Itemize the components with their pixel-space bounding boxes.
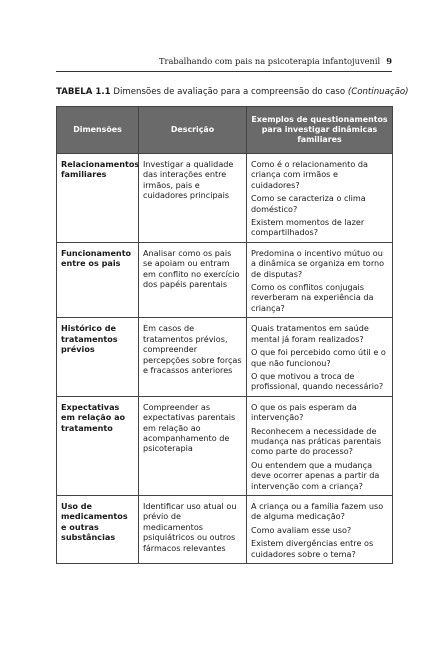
description-cell: Analisar como os pais se apoiam ou entram em conflito no exercício dos papéis parentais xyxy=(139,242,247,317)
dimension-cell: Uso de medicamentos e outras substâncias xyxy=(57,495,139,563)
description-cell: Compreender as expectativas parentais em relação ao acompanhamento de psicoterapia xyxy=(139,396,247,495)
table-header-row xyxy=(57,107,393,154)
dimension-cell: Histórico de tratamentos prévios xyxy=(57,318,139,396)
question: Como avaliam esse uso? xyxy=(251,524,352,535)
description-cell: Investigar a qualidade das interações entre irmãos, pais e cuidadores principais xyxy=(139,154,247,243)
table-row xyxy=(57,154,393,243)
table-row xyxy=(57,396,393,495)
header-dimensions: Dimensões xyxy=(57,107,139,154)
table-row xyxy=(57,495,393,563)
question: A criança ou a família fazem uso de alguma medicação? xyxy=(251,500,384,522)
questions-cell xyxy=(247,495,393,563)
questions-cell xyxy=(247,242,393,317)
question: Como os conflitos conjugais reverberam na experiência da criança? xyxy=(251,282,374,313)
table-row xyxy=(57,318,393,396)
question: O que os pais esperam da intervenção? xyxy=(251,401,357,423)
table-title: Dimensões de avaliação para a compreensão do caso xyxy=(113,87,346,97)
assessment-table xyxy=(56,106,393,564)
header-description: Descrição xyxy=(139,107,247,154)
question: O que motivou a troca de profissional, quando necessário? xyxy=(251,370,384,392)
header-questions: Exemplos de questionamentos para investigar dinâmicas familiares xyxy=(247,107,393,154)
description-cell: Em casos de tratamentos prévios, compreender percepções sobre forças e fracassos anteriores xyxy=(139,318,247,396)
table-row xyxy=(57,242,393,317)
running-title: Trabalhando com pais na psicoterapia infantojuvenil xyxy=(158,56,381,66)
question: Predomina o incentivo mútuo ou a dinâmica se organiza em torno de disputas? xyxy=(251,247,385,279)
question: Como se caracteriza o clima doméstico? xyxy=(251,193,366,214)
description-cell: Identificar uso atual ou prévio de medicamentos psiquiátricos ou outros fármacos relevantes xyxy=(139,495,247,563)
questions-cell xyxy=(247,154,393,243)
question: Existem divergências entre os cuidadores sobre o tema? xyxy=(251,538,374,559)
dimension-cell: Funcionamento entre os pais xyxy=(57,242,139,317)
question: Quais tratamentos em saúde mental já foram realizados? xyxy=(251,323,369,344)
questions-cell xyxy=(247,396,393,495)
dimension-cell: Relacionamentos familiares xyxy=(57,154,139,243)
question: O que foi percebido como útil e o que não funcionou? xyxy=(251,347,386,368)
page-number: 9 xyxy=(386,56,392,66)
question: Existem momentos de lazer compartilhados? xyxy=(251,217,365,238)
questions-cell xyxy=(247,318,393,396)
question: Como é o relacionamento da criança com irmãos e cuidadores? xyxy=(251,159,368,190)
table-label: TABELA 1.1 xyxy=(56,87,111,97)
table-caption xyxy=(56,87,409,97)
question: Reconhecem a necessidade de mudança nas práticas parentais como parte do processo? xyxy=(251,425,382,457)
question: Ou entendem que a mudança deve ocorrer apenas a partir da intervenção com a criança? xyxy=(251,459,380,491)
dimension-cell: Expectativas em relação ao tratamento xyxy=(57,396,139,495)
continuation-note: (Continuação) xyxy=(347,87,409,97)
running-head xyxy=(56,56,392,72)
